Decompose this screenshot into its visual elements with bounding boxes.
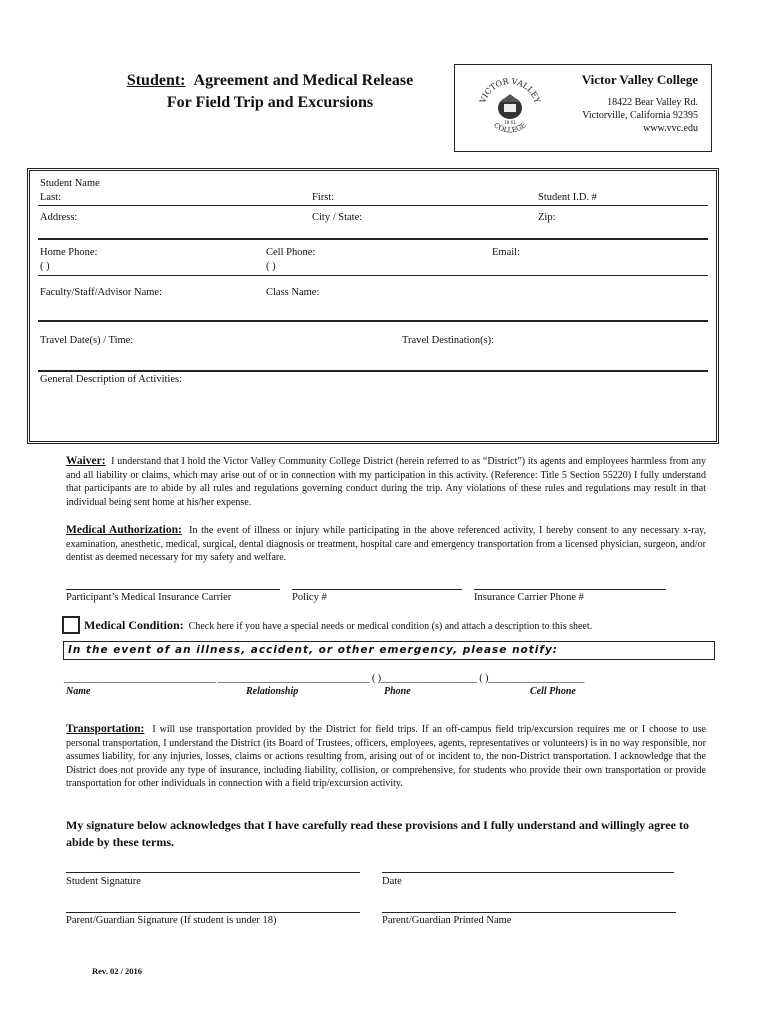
title-prefix: Student: (126, 72, 186, 89)
insurance-carrier-line[interactable] (66, 589, 280, 590)
city-state-label: City / State: (312, 212, 363, 223)
title-line1: Agreement and Medical Release (193, 72, 414, 89)
insurance-phone-label: Insurance Carrier Phone # (474, 592, 584, 603)
waiver-text: I understand that I hold the Victor Valley Community College District (herein referred to as “District”) its agents and employees harmless from any and all liability or claims, which may arise out of or in connection with my participation in this activity. (Reference: Title 5 Section 55220) I fully understand that participants are to abide by all rules and regulations governing conduct during the trip. Any violations of these rules and regulations may result in that individual being sent home at his/her expense. (66, 456, 706, 508)
emergency-cell-label: Cell Phone (530, 686, 576, 697)
insurance-phone-line[interactable] (474, 589, 666, 590)
cell-phone-field[interactable]: ( ) (266, 261, 276, 272)
transportation-heading: Transportation: (66, 723, 145, 735)
seal-text-bottom: COLLEGE (492, 121, 528, 135)
medical-authorization-text: In the event of illness or injury while participating in the above referenced activity, I hereby consent to any necessary x-ray, examination, anesthetic, medical, surgical, dental diagnosis or treatment, hospital care and emergency transportation from a licensed physician, surgeon, and/or dentist as deemed necessary for my safety and welfare. (66, 525, 707, 563)
signature-statement: My signature below acknowledges that I have carefully read these provisions and I fully understand and willingly agree to abide by these terms. (66, 818, 689, 849)
title-line2: For Field Trip and Excursions (166, 94, 374, 111)
student-info-box (27, 168, 719, 444)
emergency-phone-label: Phone (384, 686, 411, 697)
student-signature-label: Student Signature (66, 876, 141, 887)
medical-condition-text: Check here if you have a special needs or medical condition (s) and attach a description to this sheet. (188, 621, 593, 632)
policy-line[interactable] (292, 589, 462, 590)
travel-input-line[interactable] (38, 370, 708, 372)
last-name-label: Last: (40, 192, 61, 203)
seal-year: 19 61 (504, 120, 516, 125)
name-input-line[interactable] (38, 205, 708, 206)
activities-label: General Description of Activities: (40, 374, 183, 385)
email-label: Email: (492, 247, 520, 258)
address-label: Address: (40, 212, 78, 223)
travel-dates-label: Travel Date(s) / Time: (40, 335, 134, 346)
medical-condition-checkbox[interactable] (62, 616, 80, 634)
college-name: Victor Valley College (581, 72, 698, 87)
emergency-notify-banner: In the event of an illness, accident, or other emergency, please notify: (63, 641, 715, 660)
advisor-input-line[interactable] (38, 320, 708, 322)
address-input-line[interactable] (38, 238, 708, 240)
travel-destination-label: Travel Destination(s): (402, 335, 495, 346)
medical-authorization-heading: Medical Authorization: (66, 524, 182, 536)
waiver-heading: Waiver: (66, 455, 106, 467)
first-name-label: First: (312, 192, 335, 203)
parent-signature-line[interactable] (66, 912, 360, 913)
college-address (548, 96, 698, 135)
date-label: Date (382, 876, 402, 887)
student-id-label: Student I.D. # (538, 192, 597, 203)
college-seal-logo (474, 72, 546, 144)
zip-label: Zip: (538, 212, 556, 223)
student-signature-line[interactable] (66, 872, 360, 873)
emergency-relationship-label: Relationship (246, 686, 299, 697)
transportation-text: I will use transportation provided by the District for field trips. If an off-campus field trip/excursion requires me or I choose to use personal transportation, I understand the District (its Board of Trustees, officers, employees, agents, representatives or volunteers) is in no way responsible, nor assumes liability, for any injuries, losses, claims or actions resulting from, arising out of or incident to, the non-District transportation. I acknowledge that the District does not provide any type of insurance, including liability, collision, or comprehensive, for students who provide their own transportation or provide transportation for other individuals in connection with a field trip/excursion activity. (66, 724, 706, 789)
policy-label: Policy # (292, 592, 327, 603)
waiver-section (66, 455, 706, 509)
phone-input-line[interactable] (38, 275, 708, 276)
insurance-carrier-label: Participant’s Medical Insurance Carrier (66, 592, 232, 603)
student-name-label: Student Name (40, 178, 100, 189)
parent-signature-label: Parent/Guardian Signature (If student is under 18) (66, 915, 277, 926)
college-website: www.vvc.edu (643, 123, 698, 134)
parent-name-label: Parent/Guardian Printed Name (382, 915, 512, 926)
medical-condition-section (84, 618, 592, 633)
class-name-label: Class Name: (266, 287, 320, 298)
parent-name-line[interactable] (382, 912, 676, 913)
address-line-2: Victorville, California 92395 (582, 110, 698, 121)
medical-authorization-section (66, 524, 706, 565)
page-title (90, 70, 450, 114)
emergency-contact-fill-line[interactable]: ______________________________ ______________________________ ( )___________________ ( )___________________ (64, 673, 585, 684)
medical-condition-heading: Medical Condition: (84, 618, 184, 632)
address-line-1: 18422 Bear Valley Rd. (607, 97, 698, 108)
seal-text-top: VICTOR VALLEY (478, 76, 542, 105)
advisor-name-label: Faculty/Staff/Advisor Name: (40, 287, 162, 298)
revision-footer: Rev. 02 / 2016 (92, 966, 143, 976)
emergency-name-label: Name (66, 686, 91, 697)
home-phone-label: Home Phone: (40, 247, 98, 258)
home-phone-field[interactable]: ( ) (40, 261, 50, 272)
transportation-section (66, 723, 706, 791)
date-line[interactable] (382, 872, 674, 873)
cell-phone-label: Cell Phone: (266, 247, 316, 258)
